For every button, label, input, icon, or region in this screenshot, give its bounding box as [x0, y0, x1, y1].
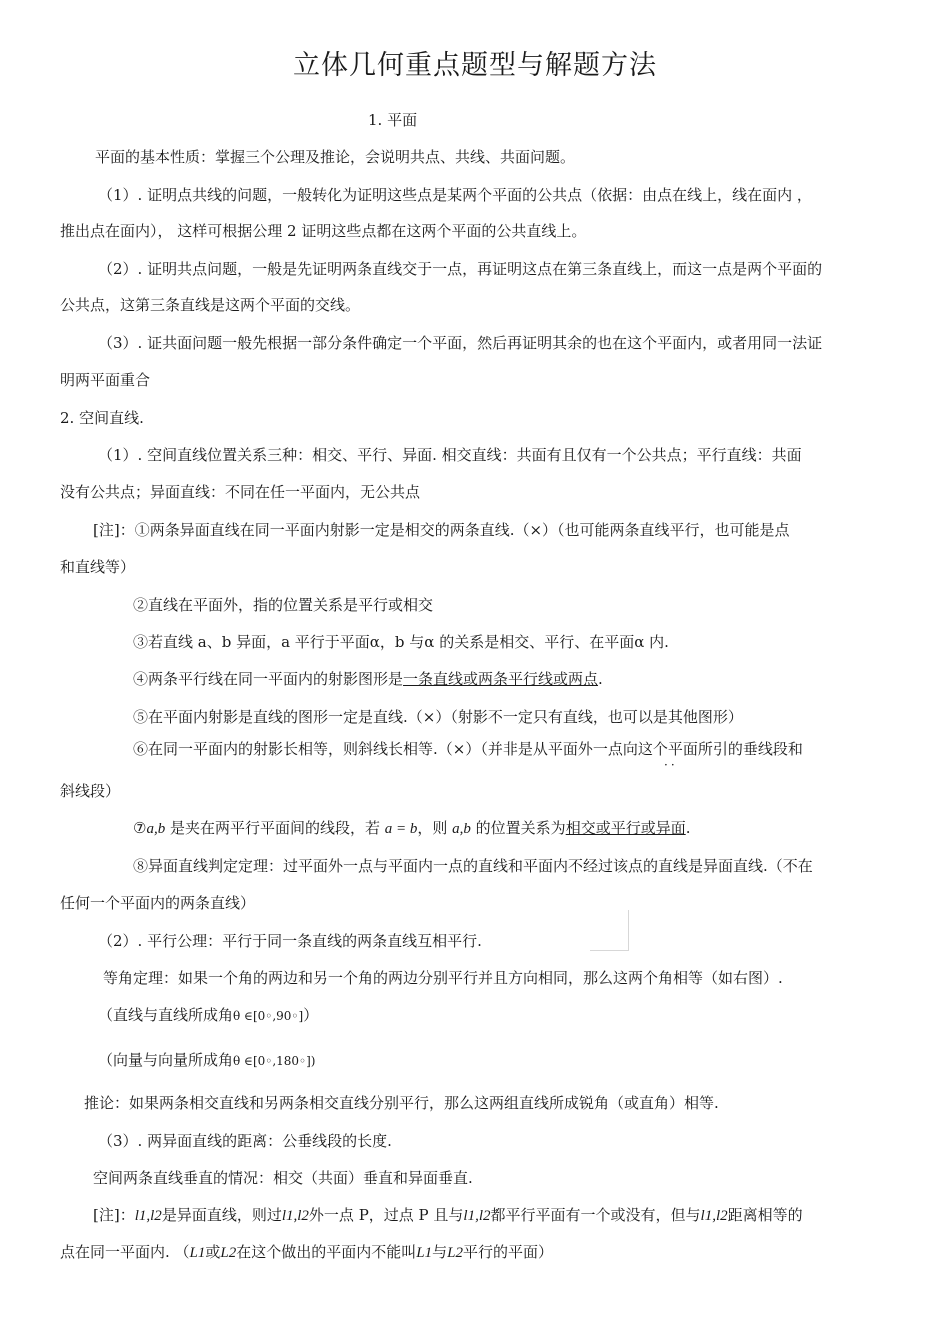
line-angle-value: θ ∈[0◦,90◦] [233, 1009, 304, 1023]
last-note-line-2 [60, 1242, 553, 1263]
s2-note-4 [133, 669, 603, 689]
last-b-with: 与 [432, 1243, 448, 1261]
last-b-t1: 点在同一平面内. （ [60, 1243, 190, 1261]
last-b-t2: 在这个做出的平面内不能叫 [236, 1243, 417, 1261]
s2-point-3: （3）. 两异面直线的距离：公垂线段的长度. [98, 1132, 392, 1150]
s2-note-8-line-1: ⑧异面直线判定定理：过平面外一点与平面内一点的直线和平面内不经过该点的直线是异面直线.（不在 [133, 857, 813, 875]
vector-angle-range [98, 1050, 316, 1071]
l1-l2-a: l1,l2 [134, 1208, 162, 1224]
L2-a: L2 [220, 1245, 237, 1261]
L2-b: L2 [447, 1245, 463, 1261]
last-note-t2: 是异面直线，则过 [161, 1206, 282, 1224]
s2-point-2: （2）. 平行公理：平行于同一条直线的两条直线互相平行. [98, 932, 482, 950]
page-title: 立体几何重点题型与解题方法 [293, 50, 657, 81]
L1-b: L1 [416, 1245, 433, 1261]
line-angle-post: ） [303, 1006, 319, 1024]
s2-note-1-line-2: 和直线等） [60, 558, 136, 576]
s1-point-1-line-2: 推出点在面内）， 这样可根据公理 2 证明这些点都在这两个平面的公共直线上。 [60, 222, 587, 240]
s2-note-5: ⑤在平面内射影是直线的图形一定是直线.（×）（射影不一定只有直线，也可以是其他图形） [133, 708, 743, 726]
figure-placeholder [590, 910, 629, 951]
s2-note-7-mid1: 是夹在两平行平面间的线段，若 [165, 819, 385, 837]
s2-note-7-pre: ⑦ [133, 819, 147, 837]
l1-l2-c: l1,l2 [463, 1208, 491, 1224]
corollary: 推论：如果两条相交直线和另两条相交直线分别平行，那么这两组直线所成锐角（或直角）相等. [84, 1094, 719, 1112]
s2-note-2: ②直线在平面外，指的位置关系是平行或相交 [133, 596, 434, 614]
vector-angle-pre: （向量与向量所成角 [98, 1051, 234, 1069]
last-note-label: [注]： [93, 1206, 135, 1224]
s2-note-4-answer: 一条直线或两条平行线或两点 [403, 670, 599, 688]
s2-note-1-line-1: [注]：①两条异面直线在同一平面内射影一定是相交的两条直线.（×）（也可能两条直线平行，也可能是点 [93, 521, 790, 539]
last-note-line-1 [93, 1205, 803, 1226]
line-angle-pre: （直线与直线所成角 [98, 1006, 234, 1024]
section-1-heading: 1. 平面 [368, 111, 418, 129]
s2-note-7-mid3: 的位置关系为 [470, 819, 566, 837]
equal-angle-theorem: 等角定理：如果一个角的两边和另一个角的两边分别平行并且方向相同，那么这两个角相等（如右图）. [103, 969, 783, 987]
last-b-or: 或 [205, 1243, 221, 1261]
s2-note-7-post: . [685, 819, 691, 837]
s1-point-2-line-2: 公共点，这第三条直线是这两个平面的交线。 [60, 296, 361, 314]
s1-point-3-line-1: （3）. 证共面问题一般先根据一部分条件确定一个平面，然后再证明其余的也在这个平面内，或者用同一法证 [98, 334, 823, 352]
s2-note-7-mid2: ，则 [417, 819, 453, 837]
s2-point-1-line-1: （1）. 空间直线位置关系三种：相交、平行、异面. 相交直线：共面有且仅有一个公共点；平行直线：共面 [98, 446, 802, 464]
emphasis-dots: ·· [664, 758, 678, 772]
s2-note-7-ab2: a,b [452, 821, 471, 837]
perpendicular-cases: 空间两条直线垂直的情况：相交（共面）垂直和异面垂直. [93, 1169, 473, 1187]
last-b-t3: 平行的平面） [462, 1243, 553, 1261]
s2-note-6-line-2: 斜线段） [60, 782, 121, 800]
s1-point-2-line-1: （2）. 证明共点问题，一般是先证明两条直线交于一点，再证明这点在第三条直线上，而这一点是两个平面的 [98, 260, 823, 278]
s1-point-3-line-2: 明两平面重合 [60, 371, 151, 389]
s2-note-8-line-2: 任何一个平面内的两条直线） [60, 894, 256, 912]
L1-a: L1 [189, 1245, 206, 1261]
line-angle-range [98, 1005, 318, 1026]
s2-note-7 [133, 818, 690, 839]
s2-note-6-line-1: ⑥在同一平面内的射影长相等，则斜线长相等.（×）（并非是从平面外一点向这个平面所引的垂线段和 [133, 740, 803, 758]
l1-l2-d: l1,l2 [700, 1208, 728, 1224]
s2-note-4-pre: ④两条平行线在同一平面内的射影图形是 [133, 670, 404, 688]
section-1-intro: 平面的基本性质：掌握三个公理及推论，会说明共点、共线、共面问题。 [95, 148, 576, 166]
last-note-t3: 外一点 P，过点 P 且与 [308, 1206, 464, 1224]
last-note-t4: 都平行平面有一个或没有，但与 [490, 1206, 701, 1224]
l1-l2-b: l1,l2 [281, 1208, 309, 1224]
s2-note-3: ③若直线 a、b 异面，a 平行于平面α，b 与α 的关系是相交、平行、在平面α 内. [133, 633, 669, 651]
s2-note-7-answer: 相交或平行或异面 [565, 819, 686, 837]
s1-point-1-line-1: （1）. 证明点共线的问题，一般转化为证明这些点是某两个平面的公共点（依据：由点在线上，线在面内 ， [98, 186, 812, 204]
s2-note-7-eq: a = b [384, 821, 418, 837]
s2-note-4-post: . [598, 670, 603, 688]
vector-angle-value: θ ∈[0◦,180◦]) [233, 1054, 316, 1068]
last-note-t5: 距离相等的 [727, 1206, 803, 1224]
s2-note-7-ab: a,b [146, 821, 166, 837]
s2-point-1-line-2: 没有公共点；异面直线：不同在任一平面内，无公共点 [60, 483, 421, 501]
section-2-heading: 2. 空间直线. [60, 409, 144, 427]
